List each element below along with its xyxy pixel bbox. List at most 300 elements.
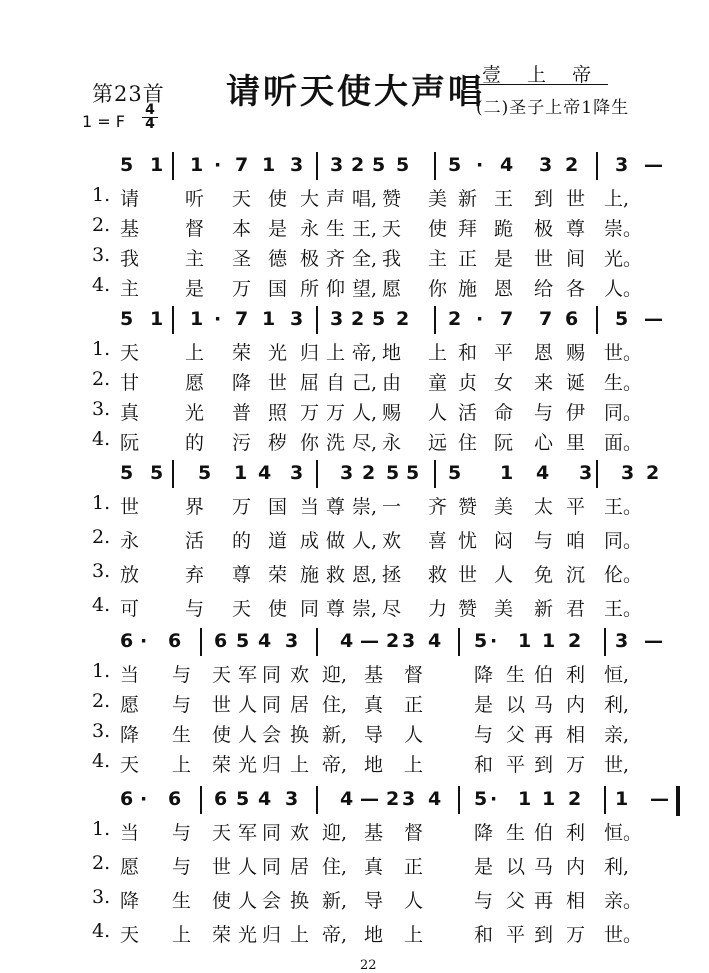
- lyric-syllable: 忧: [458, 530, 478, 552]
- lyric-line-verse-4: [0, 594, 709, 624]
- note: 5: [150, 462, 164, 484]
- note: 6: [168, 630, 182, 652]
- lyric-syllable: 天: [212, 822, 232, 844]
- lyric-syllable: 同: [262, 856, 282, 878]
- notation-line: [0, 782, 709, 818]
- verse-number: 1.: [92, 338, 111, 360]
- lyric-line-verse-1: [0, 184, 709, 214]
- lyric-syllable: 欢: [290, 664, 310, 686]
- lyric-line-verse-1: [0, 338, 709, 368]
- lyric-syllable: 救: [326, 564, 346, 586]
- lyric-line-verse-2: [0, 526, 709, 556]
- lyric-syllable: 童: [428, 372, 448, 394]
- lyric-line-verse-1: [0, 818, 709, 848]
- lyric-syllable: 人: [238, 694, 258, 716]
- system-1: [0, 148, 709, 308]
- lyric-syllable: 的: [185, 432, 205, 454]
- lyric-syllable: 归: [300, 342, 320, 364]
- note: 7: [235, 154, 249, 176]
- lyric-syllable: 真: [120, 402, 140, 424]
- lyric-syllable: 马: [534, 694, 554, 716]
- verse-number: 4.: [92, 920, 111, 942]
- verse-number: 1.: [92, 660, 111, 682]
- lyric-syllable: 拯: [382, 564, 402, 586]
- lyric-syllable: 当: [120, 664, 140, 686]
- note: ·: [140, 788, 148, 810]
- note: ·: [476, 154, 484, 176]
- note: 4: [536, 462, 550, 484]
- lyric-syllable: 你: [300, 432, 320, 454]
- lyric-syllable: 赞: [458, 496, 478, 518]
- lyric-syllable: 沉: [566, 564, 586, 586]
- lyric-syllable: 面。: [604, 432, 643, 454]
- lyric-syllable: 同: [262, 694, 282, 716]
- note: 1: [542, 630, 556, 652]
- lyric-syllable: 以: [506, 694, 526, 716]
- lyric-syllable: 基: [120, 218, 140, 240]
- lyric-syllable: 万: [232, 496, 252, 518]
- lyric-syllable: 赐: [382, 402, 402, 424]
- lyric-syllable: 万: [300, 402, 320, 424]
- lyric-syllable: 军: [238, 664, 258, 686]
- note: 2: [396, 308, 410, 330]
- lyric-syllable: 居: [290, 856, 310, 878]
- verse-number: 1.: [92, 818, 111, 840]
- lyric-line-verse-2: [0, 368, 709, 398]
- verse-number: 4.: [92, 428, 111, 450]
- lyric-syllable: 各: [566, 278, 586, 300]
- lyric-syllable: 免: [534, 564, 554, 586]
- lyric-syllable: 会: [262, 890, 282, 912]
- lyric-syllable: 真: [364, 856, 384, 878]
- lyric-syllable: 是: [494, 248, 514, 270]
- lyric-syllable: 居: [290, 694, 310, 716]
- note: 7: [500, 308, 514, 330]
- lyric-syllable: 美: [494, 496, 514, 518]
- bar-line: [604, 628, 606, 656]
- time-signature: [142, 104, 158, 131]
- lyric-syllable: 心: [534, 432, 554, 454]
- section-rule: [476, 84, 608, 85]
- note: 5: [396, 154, 410, 176]
- lyric-syllable: 光。: [604, 248, 643, 270]
- system-3: [0, 456, 709, 620]
- lyric-syllable: 永: [120, 530, 140, 552]
- verse-number: 3.: [92, 398, 111, 420]
- lyric-syllable: 伯: [534, 822, 554, 844]
- lyric-syllable: 降: [120, 890, 140, 912]
- lyric-syllable: 极: [300, 248, 320, 270]
- lyric-syllable: 上,: [604, 188, 630, 210]
- note: ·: [214, 154, 222, 176]
- lyric-syllable: 恒。: [604, 822, 643, 844]
- bar-line: [596, 306, 598, 334]
- lyric-syllable: 归: [262, 924, 282, 946]
- lyric-syllable: 光: [238, 924, 258, 946]
- lyric-syllable: 再: [534, 890, 554, 912]
- note: 1: [150, 154, 164, 176]
- lyric-syllable: 生: [506, 664, 526, 686]
- lyric-syllable: 人,: [352, 530, 378, 552]
- note: ·: [140, 630, 148, 652]
- lyric-syllable: 以: [506, 856, 526, 878]
- page-number: 22: [360, 958, 377, 973]
- bar-line: [200, 628, 202, 656]
- note: 1: [190, 308, 204, 330]
- lyric-syllable: 基: [364, 664, 384, 686]
- system-5: [0, 782, 709, 946]
- lyric-line-verse-3: [0, 244, 709, 274]
- lyric-syllable: 你: [428, 278, 448, 300]
- lyric-syllable: 天: [232, 188, 252, 210]
- verse-number: 3.: [92, 886, 111, 908]
- lyric-syllable: 生: [326, 218, 346, 240]
- lyric-syllable: 来: [534, 372, 554, 394]
- note: 2: [565, 154, 579, 176]
- note: 3: [285, 630, 299, 652]
- lyric-syllable: 人: [238, 890, 258, 912]
- verse-number: 4.: [92, 750, 111, 772]
- subsection-label: (二)圣子上帝1降生: [476, 98, 630, 118]
- lyric-syllable: 利,: [604, 694, 630, 716]
- lyric-syllable: 与: [172, 822, 192, 844]
- bar-line: [434, 460, 436, 488]
- lyric-syllable: 相: [566, 890, 586, 912]
- lyric-syllable: 归: [262, 754, 282, 776]
- lyric-syllable: 极: [534, 218, 554, 240]
- lyric-syllable: 主: [120, 278, 140, 300]
- lyric-syllable: 世: [212, 694, 232, 716]
- lyric-syllable: 阮: [494, 432, 514, 454]
- lyric-syllable: 美: [428, 188, 448, 210]
- lyric-syllable: 人: [494, 564, 514, 586]
- lyric-syllable: 国: [268, 278, 288, 300]
- lyric-syllable: 同: [262, 822, 282, 844]
- lyric-syllable: 可: [120, 598, 140, 620]
- lyric-syllable: 降: [232, 372, 252, 394]
- lyric-syllable: 人: [428, 402, 448, 424]
- lyric-line-verse-2: [0, 214, 709, 244]
- verse-number: 3.: [92, 244, 111, 266]
- lyric-syllable: 力: [428, 598, 448, 620]
- lyric-syllable: 赐: [566, 342, 586, 364]
- note: ·: [490, 630, 498, 652]
- bar-line: [316, 460, 318, 488]
- lyric-syllable: 德: [268, 248, 288, 270]
- lyric-syllable: 恒,: [604, 664, 630, 686]
- note: 7: [235, 308, 249, 330]
- section-label: 壹 上 帝: [482, 64, 602, 86]
- hymn-title: 请听天使大声唱: [226, 72, 485, 112]
- lyric-syllable: 迎,: [322, 822, 348, 844]
- lyric-syllable: 界: [185, 496, 205, 518]
- lyric-syllable: 污: [232, 432, 252, 454]
- lyric-syllable: 恩: [534, 342, 554, 364]
- lyric-syllable: 给: [534, 278, 554, 300]
- lyric-syllable: 愿: [120, 694, 140, 716]
- time-signature-bottom: 4: [142, 117, 158, 131]
- lyric-syllable: 诞: [566, 372, 586, 394]
- lyric-syllable: 督: [185, 218, 205, 240]
- note: 2: [386, 788, 400, 810]
- lyric-syllable: 到: [534, 188, 554, 210]
- note: 3: [285, 788, 299, 810]
- lyric-syllable: 督: [404, 822, 424, 844]
- note: 3: [621, 462, 635, 484]
- lyric-syllable: 美: [494, 598, 514, 620]
- lyric-syllable: 天: [120, 754, 140, 776]
- lyric-syllable: 帝,: [352, 342, 378, 364]
- lyric-syllable: 救: [428, 564, 448, 586]
- lyric-syllable: 尊: [566, 218, 586, 240]
- note: —: [360, 630, 379, 652]
- lyric-line-verse-2: [0, 852, 709, 882]
- lyric-syllable: 上: [404, 754, 424, 776]
- lyric-syllable: 愿: [185, 372, 205, 394]
- lyric-syllable: 天: [232, 598, 252, 620]
- verse-number: 4.: [92, 594, 111, 616]
- note: 5: [474, 788, 488, 810]
- note: 5: [448, 154, 462, 176]
- lyric-line-verse-1: [0, 492, 709, 522]
- verse-number: 4.: [92, 274, 111, 296]
- bar-line: [604, 786, 606, 814]
- lyric-syllable: 太: [534, 496, 554, 518]
- lyric-syllable: 声: [326, 188, 346, 210]
- lyric-syllable: 迎,: [322, 664, 348, 686]
- lyric-syllable: 同: [262, 664, 282, 686]
- lyric-syllable: 王。: [604, 496, 643, 518]
- lyric-syllable: 世: [268, 372, 288, 394]
- lyric-syllable: 使: [428, 218, 448, 240]
- lyric-syllable: 与: [474, 890, 494, 912]
- lyric-syllable: 父: [506, 724, 526, 746]
- lyric-syllable: 听: [185, 188, 205, 210]
- note: 6: [214, 630, 228, 652]
- lyric-line-verse-3: [0, 720, 709, 750]
- lyric-syllable: 照: [268, 402, 288, 424]
- lyric-syllable: 全,: [352, 248, 378, 270]
- lyric-syllable: 欢: [290, 822, 310, 844]
- lyric-syllable: 到: [534, 924, 554, 946]
- lyric-syllable: 内: [566, 694, 586, 716]
- note: 2: [568, 630, 582, 652]
- note: —: [650, 788, 669, 810]
- lyric-syllable: 间: [566, 248, 586, 270]
- lyric-syllable: 上: [404, 924, 424, 946]
- lyric-syllable: 世: [458, 564, 478, 586]
- note: 5: [236, 630, 250, 652]
- lyric-syllable: 施: [458, 278, 478, 300]
- lyric-syllable: 同。: [604, 402, 643, 424]
- lyric-syllable: 利: [566, 664, 586, 686]
- lyric-syllable: 人: [238, 856, 258, 878]
- lyric-syllable: 正: [404, 856, 424, 878]
- lyric-syllable: 齐: [428, 496, 448, 518]
- lyric-syllable: 己,: [352, 372, 378, 394]
- note: 5: [406, 462, 420, 484]
- lyric-syllable: 尊: [232, 564, 252, 586]
- lyric-syllable: 荣: [232, 342, 252, 364]
- note: 5: [448, 462, 462, 484]
- lyric-syllable: 咱: [566, 530, 586, 552]
- lyric-syllable: 自: [326, 372, 346, 394]
- lyric-syllable: 上: [172, 754, 192, 776]
- lyric-syllable: 洗: [326, 432, 346, 454]
- note: 4: [258, 630, 272, 652]
- bar-line: [316, 306, 318, 334]
- lyric-syllable: 天: [212, 664, 232, 686]
- lyric-syllable: 上: [185, 342, 205, 364]
- lyric-syllable: 尽: [382, 598, 402, 620]
- lyric-syllable: 住,: [322, 856, 348, 878]
- note: 1: [262, 308, 276, 330]
- lyric-syllable: 是: [185, 278, 205, 300]
- lyric-syllable: 里: [566, 432, 586, 454]
- verse-number: 3.: [92, 560, 111, 582]
- lyric-syllable: 新: [458, 188, 478, 210]
- lyric-syllable: 永: [300, 218, 320, 240]
- lyric-syllable: 人。: [604, 278, 643, 300]
- lyric-syllable: 使: [212, 890, 232, 912]
- lyric-line-verse-3: [0, 886, 709, 916]
- lyric-syllable: 王: [494, 188, 514, 210]
- lyric-syllable: 新,: [322, 890, 348, 912]
- note: 1: [150, 308, 164, 330]
- lyric-syllable: 普: [232, 402, 252, 424]
- lyric-syllable: 恩: [494, 278, 514, 300]
- lyric-syllable: 成: [300, 530, 320, 552]
- lyric-syllable: 当: [120, 822, 140, 844]
- lyric-syllable: 万: [232, 278, 252, 300]
- lyric-syllable: 军: [238, 822, 258, 844]
- lyric-syllable: 地: [382, 342, 402, 364]
- note: 1: [234, 462, 248, 484]
- final-bar-line: [676, 786, 680, 816]
- lyric-syllable: 尽,: [352, 432, 378, 454]
- lyric-syllable: 崇,: [352, 496, 378, 518]
- lyric-syllable: 放: [120, 564, 140, 586]
- lyric-syllable: 唱,: [352, 188, 378, 210]
- note: 1: [615, 788, 629, 810]
- lyric-syllable: 荣: [212, 754, 232, 776]
- note: 3: [290, 462, 304, 484]
- notation-line: [0, 456, 709, 492]
- verse-number: 1.: [92, 492, 111, 514]
- lyric-syllable: 伯: [534, 664, 554, 686]
- lyric-syllable: 甘: [120, 372, 140, 394]
- bar-line: [596, 152, 598, 180]
- lyric-syllable: 世,: [604, 754, 630, 776]
- note: 3: [539, 154, 553, 176]
- lyric-line-verse-3: [0, 560, 709, 590]
- lyric-syllable: 到: [534, 754, 554, 776]
- lyric-syllable: 尊: [326, 496, 346, 518]
- lyric-syllable: 主: [185, 248, 205, 270]
- verse-number: 1.: [92, 184, 111, 206]
- lyric-syllable: 的: [232, 530, 252, 552]
- lyric-syllable: 帝,: [322, 754, 348, 776]
- lyric-syllable: 与: [534, 402, 554, 424]
- lyric-syllable: 荣: [212, 924, 232, 946]
- lyric-syllable: 和: [458, 342, 478, 364]
- lyric-syllable: 仰: [326, 278, 346, 300]
- bar-line: [316, 628, 318, 656]
- bar-line: [200, 786, 202, 814]
- lyric-syllable: 平: [506, 924, 526, 946]
- lyric-syllable: 人: [404, 724, 424, 746]
- lyric-line-verse-3: [0, 398, 709, 428]
- bar-line: [316, 152, 318, 180]
- lyric-syllable: 欢: [382, 530, 402, 552]
- lyric-syllable: 住: [458, 432, 478, 454]
- lyric-syllable: 再: [534, 724, 554, 746]
- verse-number: 2.: [92, 526, 111, 548]
- note: 5: [615, 308, 629, 330]
- lyric-syllable: 导: [364, 890, 384, 912]
- lyric-syllable: 生: [172, 724, 192, 746]
- note: 3: [615, 154, 629, 176]
- lyric-syllable: 万: [566, 754, 586, 776]
- note: 1: [542, 788, 556, 810]
- lyric-syllable: 亲,: [604, 724, 630, 746]
- lyric-syllable: 使: [268, 598, 288, 620]
- note: 4: [258, 462, 272, 484]
- lyric-line-verse-4: [0, 428, 709, 458]
- lyric-syllable: 望,: [352, 278, 378, 300]
- lyric-syllable: 主: [428, 248, 448, 270]
- lyric-syllable: 会: [262, 724, 282, 746]
- lyric-syllable: 地: [364, 924, 384, 946]
- note: 5: [120, 154, 134, 176]
- lyric-syllable: 使: [212, 724, 232, 746]
- lyric-line-verse-4: [0, 920, 709, 950]
- lyric-syllable: 当: [300, 496, 320, 518]
- note: 6: [120, 630, 134, 652]
- lyric-syllable: 和: [474, 754, 494, 776]
- notation-line: [0, 148, 709, 184]
- lyric-syllable: 活: [185, 530, 205, 552]
- lyric-syllable: 地: [364, 754, 384, 776]
- time-signature-top: 4: [145, 102, 155, 118]
- key-signature: 1 = F: [82, 112, 125, 131]
- lyric-syllable: 人: [404, 890, 424, 912]
- note: —: [360, 788, 379, 810]
- lyric-syllable: 秽: [268, 432, 288, 454]
- note: 2: [351, 154, 365, 176]
- note: 6: [214, 788, 228, 810]
- lyric-syllable: 内: [566, 856, 586, 878]
- lyric-syllable: 圣: [232, 248, 252, 270]
- lyric-syllable: 同: [300, 598, 320, 620]
- verse-number: 2.: [92, 214, 111, 236]
- lyric-syllable: 施: [300, 564, 320, 586]
- bar-line: [434, 152, 436, 180]
- note: 3: [290, 154, 304, 176]
- note: 2: [448, 308, 462, 330]
- note: 4: [340, 788, 354, 810]
- lyric-syllable: 利: [566, 822, 586, 844]
- system-4: [0, 624, 709, 784]
- lyric-syllable: 换: [290, 724, 310, 746]
- note: 2: [351, 308, 365, 330]
- lyric-syllable: 换: [290, 890, 310, 912]
- lyric-syllable: 光: [185, 402, 205, 424]
- lyric-syllable: 愿: [382, 278, 402, 300]
- note: 2: [646, 462, 660, 484]
- lyric-syllable: 我: [120, 248, 140, 270]
- lyric-line-verse-1: [0, 660, 709, 690]
